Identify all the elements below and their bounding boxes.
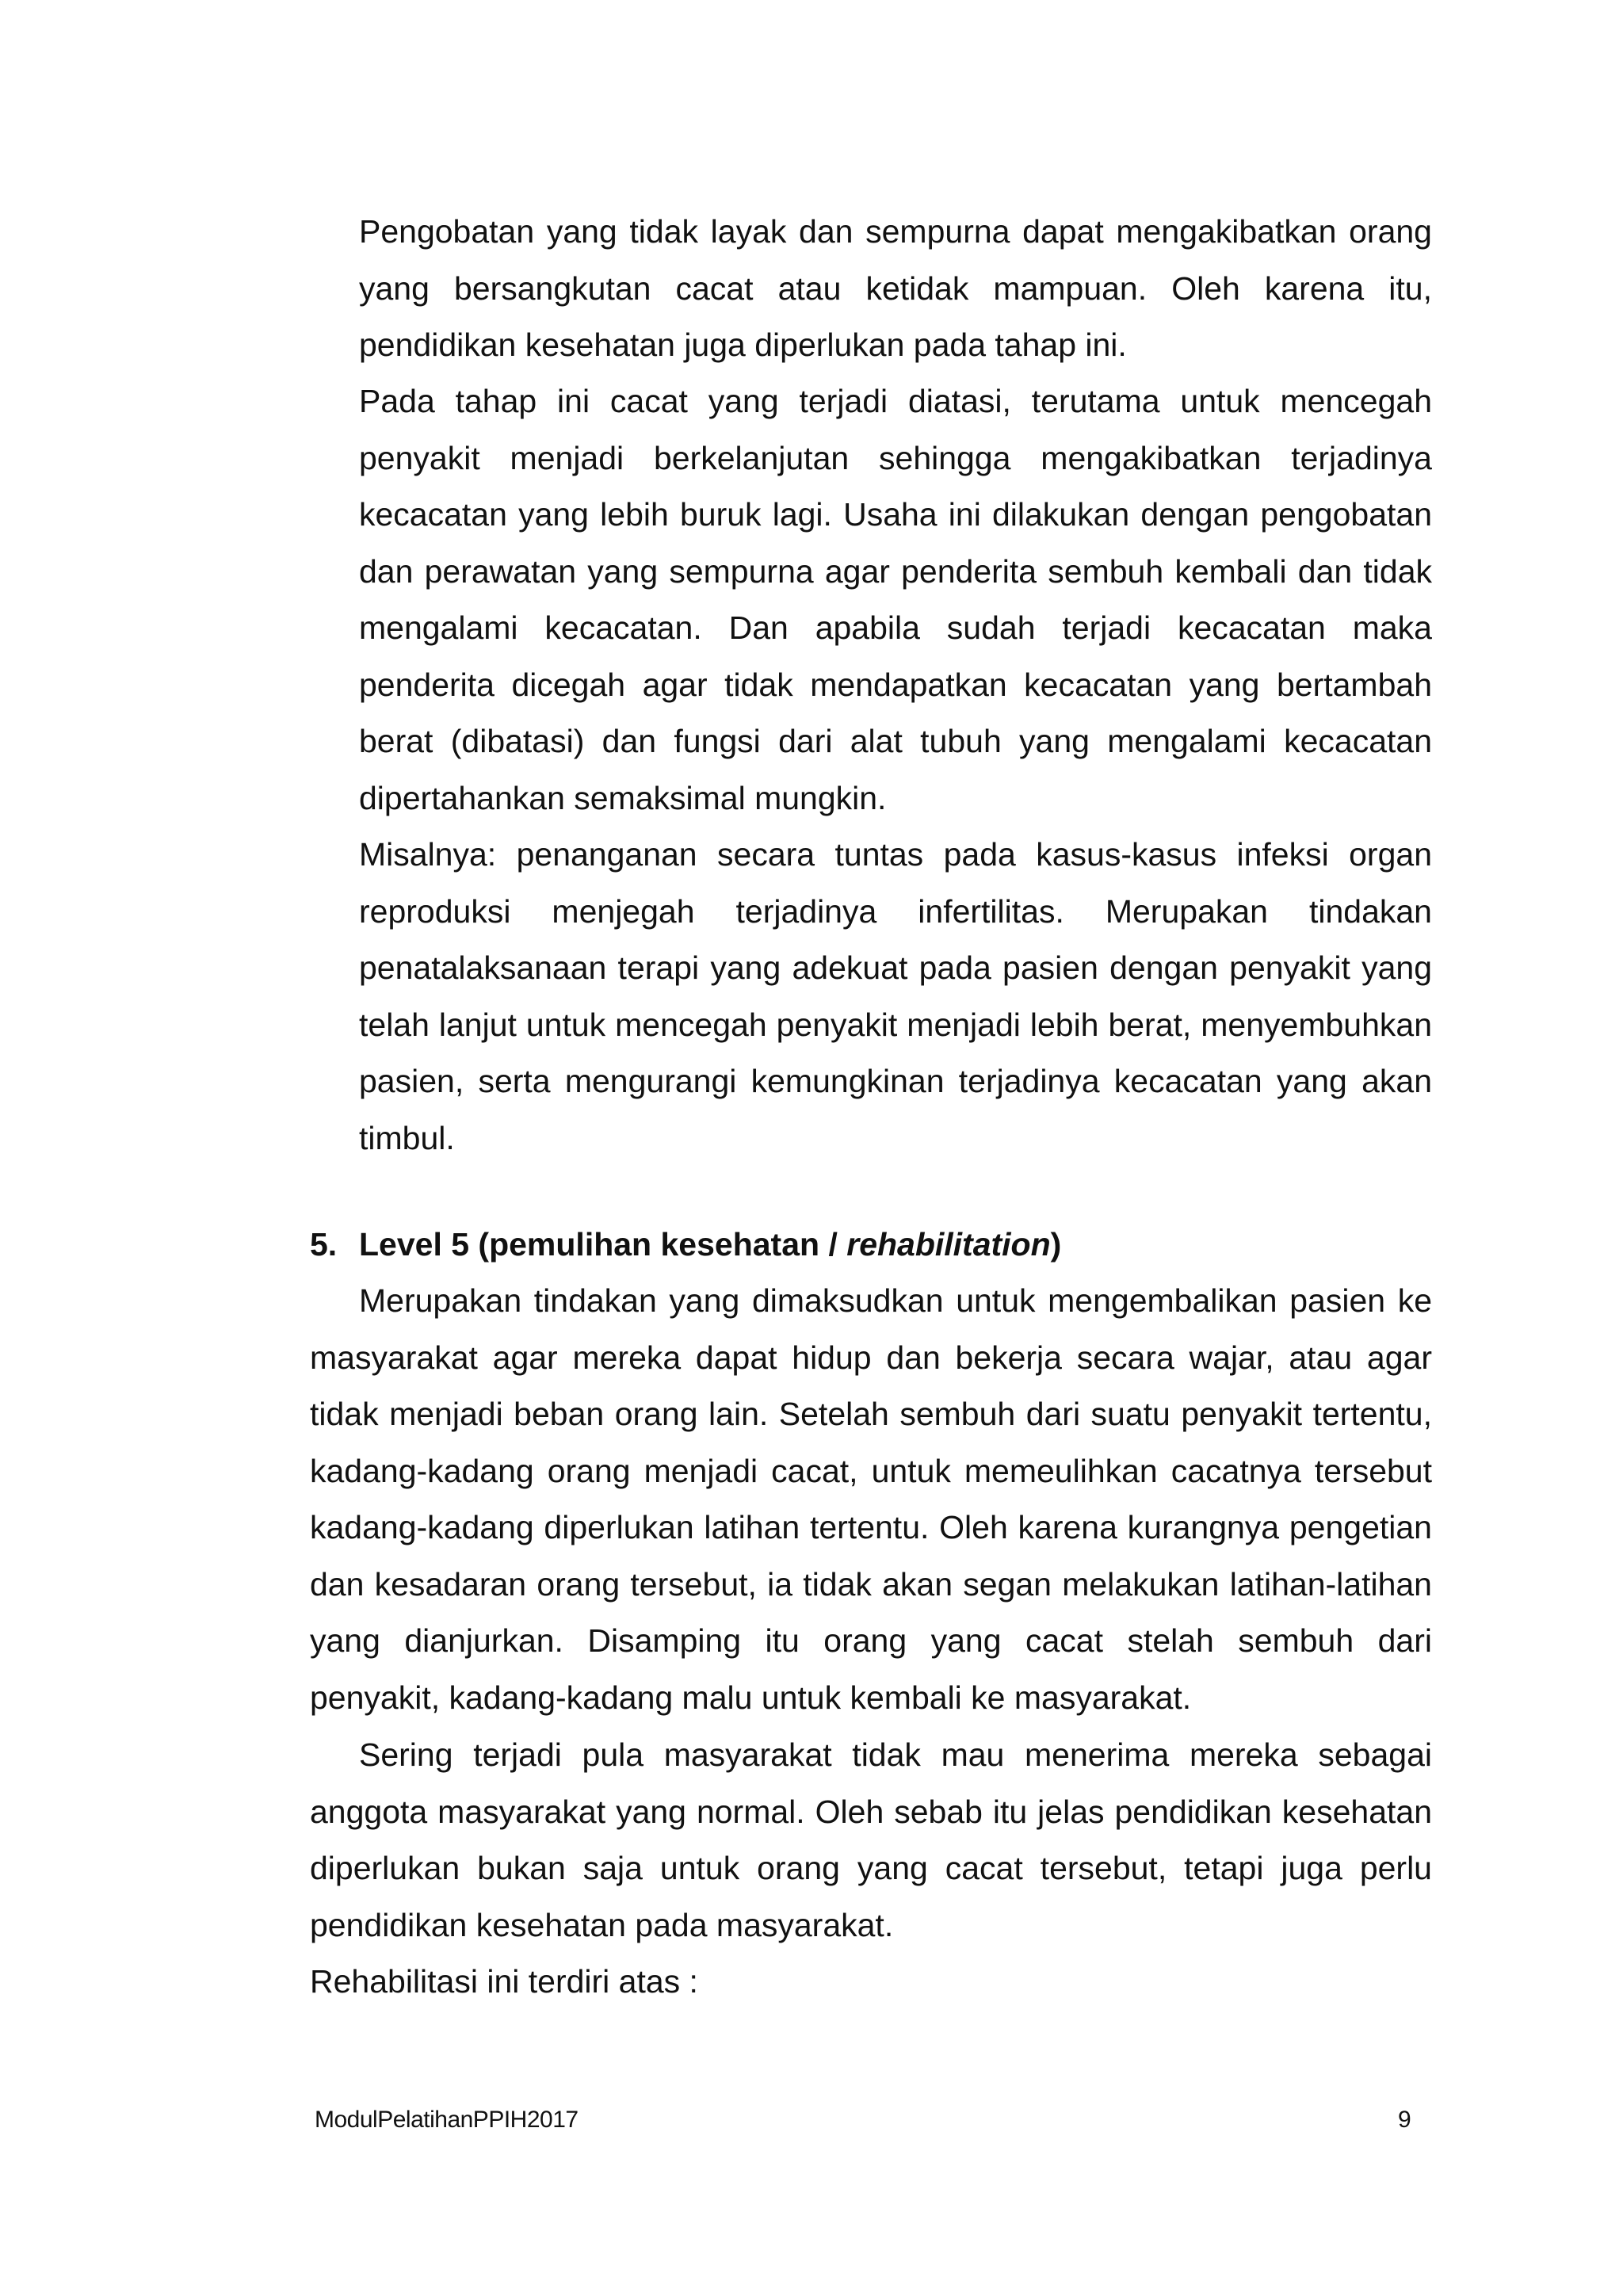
paragraph-example: Misalnya: penanganan secara tuntas pada kasus-kasus infeksi organ reproduksi menjegah terjadinya infertilitas. Merupakan tindakan penatalaksanaan terapi yang adekuat pada pasien dengan penyakit yang telah lanjut untuk mencegah penyakit menjadi lebih berat, menyembuhkan pasien, serta mengurangi kemungkinan terjadinya kecacatan yang akan timbul.	[359, 836, 1432, 1156]
section-title-italic: rehabilitation	[846, 1226, 1051, 1263]
paragraph-disability-limitation: Pada tahap ini cacat yang terjadi diatasi, terutama untuk mencegah penyakit menjadi berkelanjutan sehingga mengakibatkan terjadinya kecacatan yang lebih buruk lagi. Usaha ini dilakukan dengan pengobatan dan perawatan yang sempurna agar penderita sembuh kembali dan tidak mengalami kecacatan. Dan apabila sudah terjadi kecacatan maka penderita dicegah agar tidak mendapatkan kecacatan yang bertambah berat (dibatasi) dan fungsi dari alat tubuh yang mengalami kecacatan dipertahankan semaksimal mungkin.	[359, 383, 1432, 816]
footer-page-number: 9	[1398, 2107, 1411, 2133]
section-number: 5.	[310, 1226, 338, 1263]
section-title-suffix: )	[1050, 1226, 1062, 1263]
paragraph-rehabilitation-purpose: Merupakan tindakan yang dimaksudkan untuk mengembalikan pasien ke masyarakat agar mereka dapat hidup dan bekerja secara wajar, atau agar tidak menjadi beban orang lain. Setelah sembuh dari suatu penyakit tertentu, kadang-kadang orang menjadi cacat, untuk memeulihkan cacatnya tersebut kadang-kadang diperlukan latihan tertentu. Oleh karena kurangnya pengetian dan kesadaran orang tersebut, ia tidak akan segan melakukan latihan-latihan yang dianjurkan. Disamping itu orang yang cacat stelah sembuh dari penyakit, kadang-kadang malu untuk kembali ke masyarakat.	[310, 1282, 1432, 1716]
section-heading-level-5	[310, 1217, 1061, 1274]
footer-module-title: ModulPelatihanPPIH2017	[315, 2107, 579, 2133]
paragraph-treatment-education: Pengobatan yang tidak layak dan sempurna dapat mengakibatkan orang yang bersangkutan cacat atau ketidak mampuan. Oleh karena itu, pendidikan kesehatan juga diperlukan pada tahap ini.	[359, 213, 1432, 363]
paragraph-community-acceptance: Sering terjadi pula masyarakat tidak mau menerima mereka sebagai anggota masyarakat yang normal. Oleh sebab itu jelas pendidikan kesehatan diperlukan bukan saja untuk orang yang cacat tersebut, tetapi juga perlu pendidikan kesehatan pada masyarakat.	[310, 1736, 1432, 1943]
paragraph-rehabilitation-consists: Rehabilitasi ini terdiri atas :	[310, 1963, 698, 2000]
section-title-prefix: Level 5 (pemulihan kesehatan /	[359, 1226, 847, 1263]
